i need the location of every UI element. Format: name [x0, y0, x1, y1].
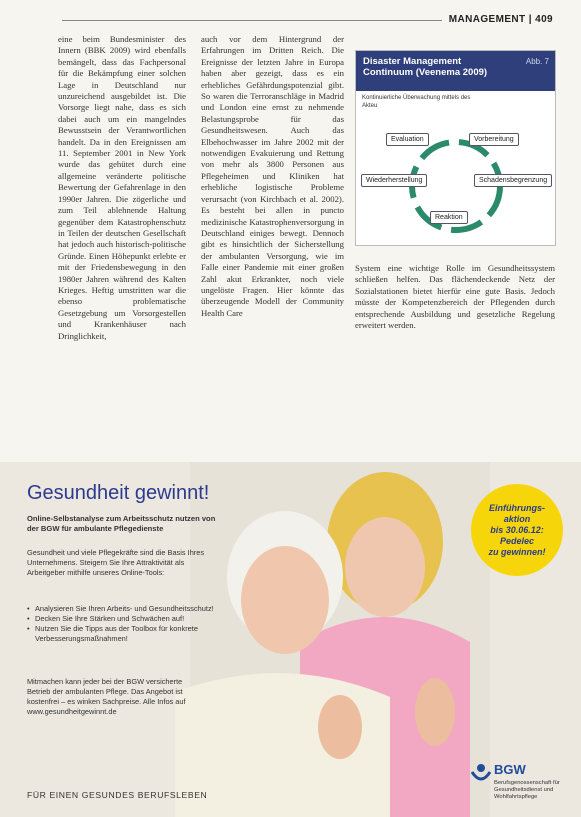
header-rule — [62, 20, 442, 21]
ad-bullet: • Nutzen Sie die Tipps aus der Toolbox für konkrete Verbesserungsmaßnahmen! — [27, 624, 227, 644]
text-column-3 — [355, 263, 555, 331]
step-preparation: Vorbereitung — [469, 133, 519, 146]
column-1-text: eine beim Bundesminister des Innern (BBK 2009) wird ebenfalls bemängelt, dass das Fachpersonal für die Bekämpfung einer solchen Lage in Deutschland nur unzureichend ausgebildet ist. Die Vorsorge liegt nahe, dass es sich dabei auch um ein mangelndes Bewusstsein der Verantwortlichen handelt. Da in den Ereignissen am 11. September 2001 in New York wurde das gehütet durch eine allgemeine veränderte politische Bewertung der Gefahrenlage in den 1990er Jahren. Die zögerliche und zum Teil ablehnende Haltung gegenüber dem Katastrophenschutz in Teilen der deutschen Gesellschaft hat jedoch auch historisch-politische Gründe. Einen Höhepunkt erlebte er mit der Friedensbewegung in den 1980er Jahren während des Kalten Krieges. Heftig umstritten war die ebenso problematische Gesetzgebung um Vorsorgestellen und Krankenhäuser nach Dringlichkeit, — [58, 34, 186, 341]
promo-line: zu gewinnen! — [488, 546, 546, 557]
step-evaluation: Evaluation — [386, 133, 429, 146]
ad-bullet-list — [27, 604, 227, 644]
ad-bullet: • Decken Sie Ihre Stärken und Schwächen auf! — [27, 614, 227, 624]
ad-subtitle: Online-Selbstanalyse zum Arbeitsschutz nutzen von der BGW für ambulante Pflegedienste — [27, 514, 216, 533]
disaster-management-figure — [355, 50, 556, 246]
promo-line: bis 30.06.12: — [490, 524, 544, 535]
promo-line: aktion — [503, 513, 531, 524]
ad-call-to-action: Mitmachen kann jeder bei der BGW versicherte Betrieb der ambulanten Pflege. Das Angebot ist kostenfrei – es winken Sachpreise. Alle Infos auf www.gesundheitgewinnt.de — [27, 677, 186, 716]
column-2-text: auch vor dem Hintergrund der Erfahrungen im Dritten Reich. Die Ereignisse der letzten Jahre in Europa haben aber gezeigt, dass es ein erhebliches Gefährdungspotenzial gibt. So waren die Terroranschläge in Madrid und London eine ernst zu nehmende Belastungsprobe für das Gesundheitswesen. Auch das Elbehochwasser im Jahre 2002 mit der notwendigen Evakuierung und Rettung von mehr als 3800 Personen aus Pflegeheimen und Kliniken hat erhebliche logistische Probleme verursacht (von Kirchbach et al. 2002). Es besteht bei allen in puncto medizinische Katastrophenversorgung in Deutschland einiges bewegt. Dennoch gibt es hinsichtlich der Sicherstellung der ambulanten Versorgung, wie im Falle einer Pandemie mit einer großen Zahl akut Erkrankter, noch viele ungelöste Fragen. Hier könnte das überzeugende Modell der Community Health Care — [201, 34, 344, 318]
bgw-description: Berufsgenossenschaft für Gesundheitsdienst und Wohlfahrtspflege — [494, 780, 560, 800]
step-recovery: Wiederherstellung — [361, 174, 427, 187]
promo-line: Einführungs- — [489, 502, 545, 513]
text-column-2 — [201, 34, 344, 319]
text-column-1 — [58, 34, 186, 342]
ad-footer-slogan: FÜR EINEN GESUNDES BERUFSLEBEN — [27, 790, 208, 800]
running-header: MANAGEMENT | 409 — [448, 14, 553, 25]
step-mitigation: Schadensbegrenzung — [474, 174, 552, 187]
figure-number: Abb. 7 — [525, 57, 549, 66]
promo-line: Pedelec — [499, 535, 535, 546]
figure-title: Disaster Management Continuum (Veenema 2009) — [363, 56, 488, 78]
advertisement — [0, 462, 581, 817]
promo-badge — [471, 484, 563, 576]
bgw-name: BGW — [494, 762, 526, 777]
ad-body-text: Gesundheit und viele Pflegekräfte sind die Basis Ihres Unternehmens. Steigern Sie Ihre Attraktivität als Arbeitgeber mithilfe unseres Online-Tools: — [27, 548, 205, 577]
bgw-logo-icon — [470, 762, 492, 784]
ad-headline: Gesundheit gewinnt! — [27, 482, 210, 504]
step-response: Reaktion — [430, 211, 468, 224]
column-3-text: System eine wichtige Rolle im Gesundheitssystem schließen helfen. Das flächendeckende Netz der Sozialstationen bietet hierfür eine gute Basis. Jedoch müsste der Kompetenzbereich der Pflegenden durch entsprechende Ausbildung und gesetzliche Regelung erweitert werden. — [355, 263, 555, 331]
ad-bullet: • Analysieren Sie Ihren Arbeits- und Gesundheitsschutz! — [27, 604, 227, 614]
figure-note: Kontinuierliche Überwachung mittels des Akteu — [362, 95, 471, 109]
